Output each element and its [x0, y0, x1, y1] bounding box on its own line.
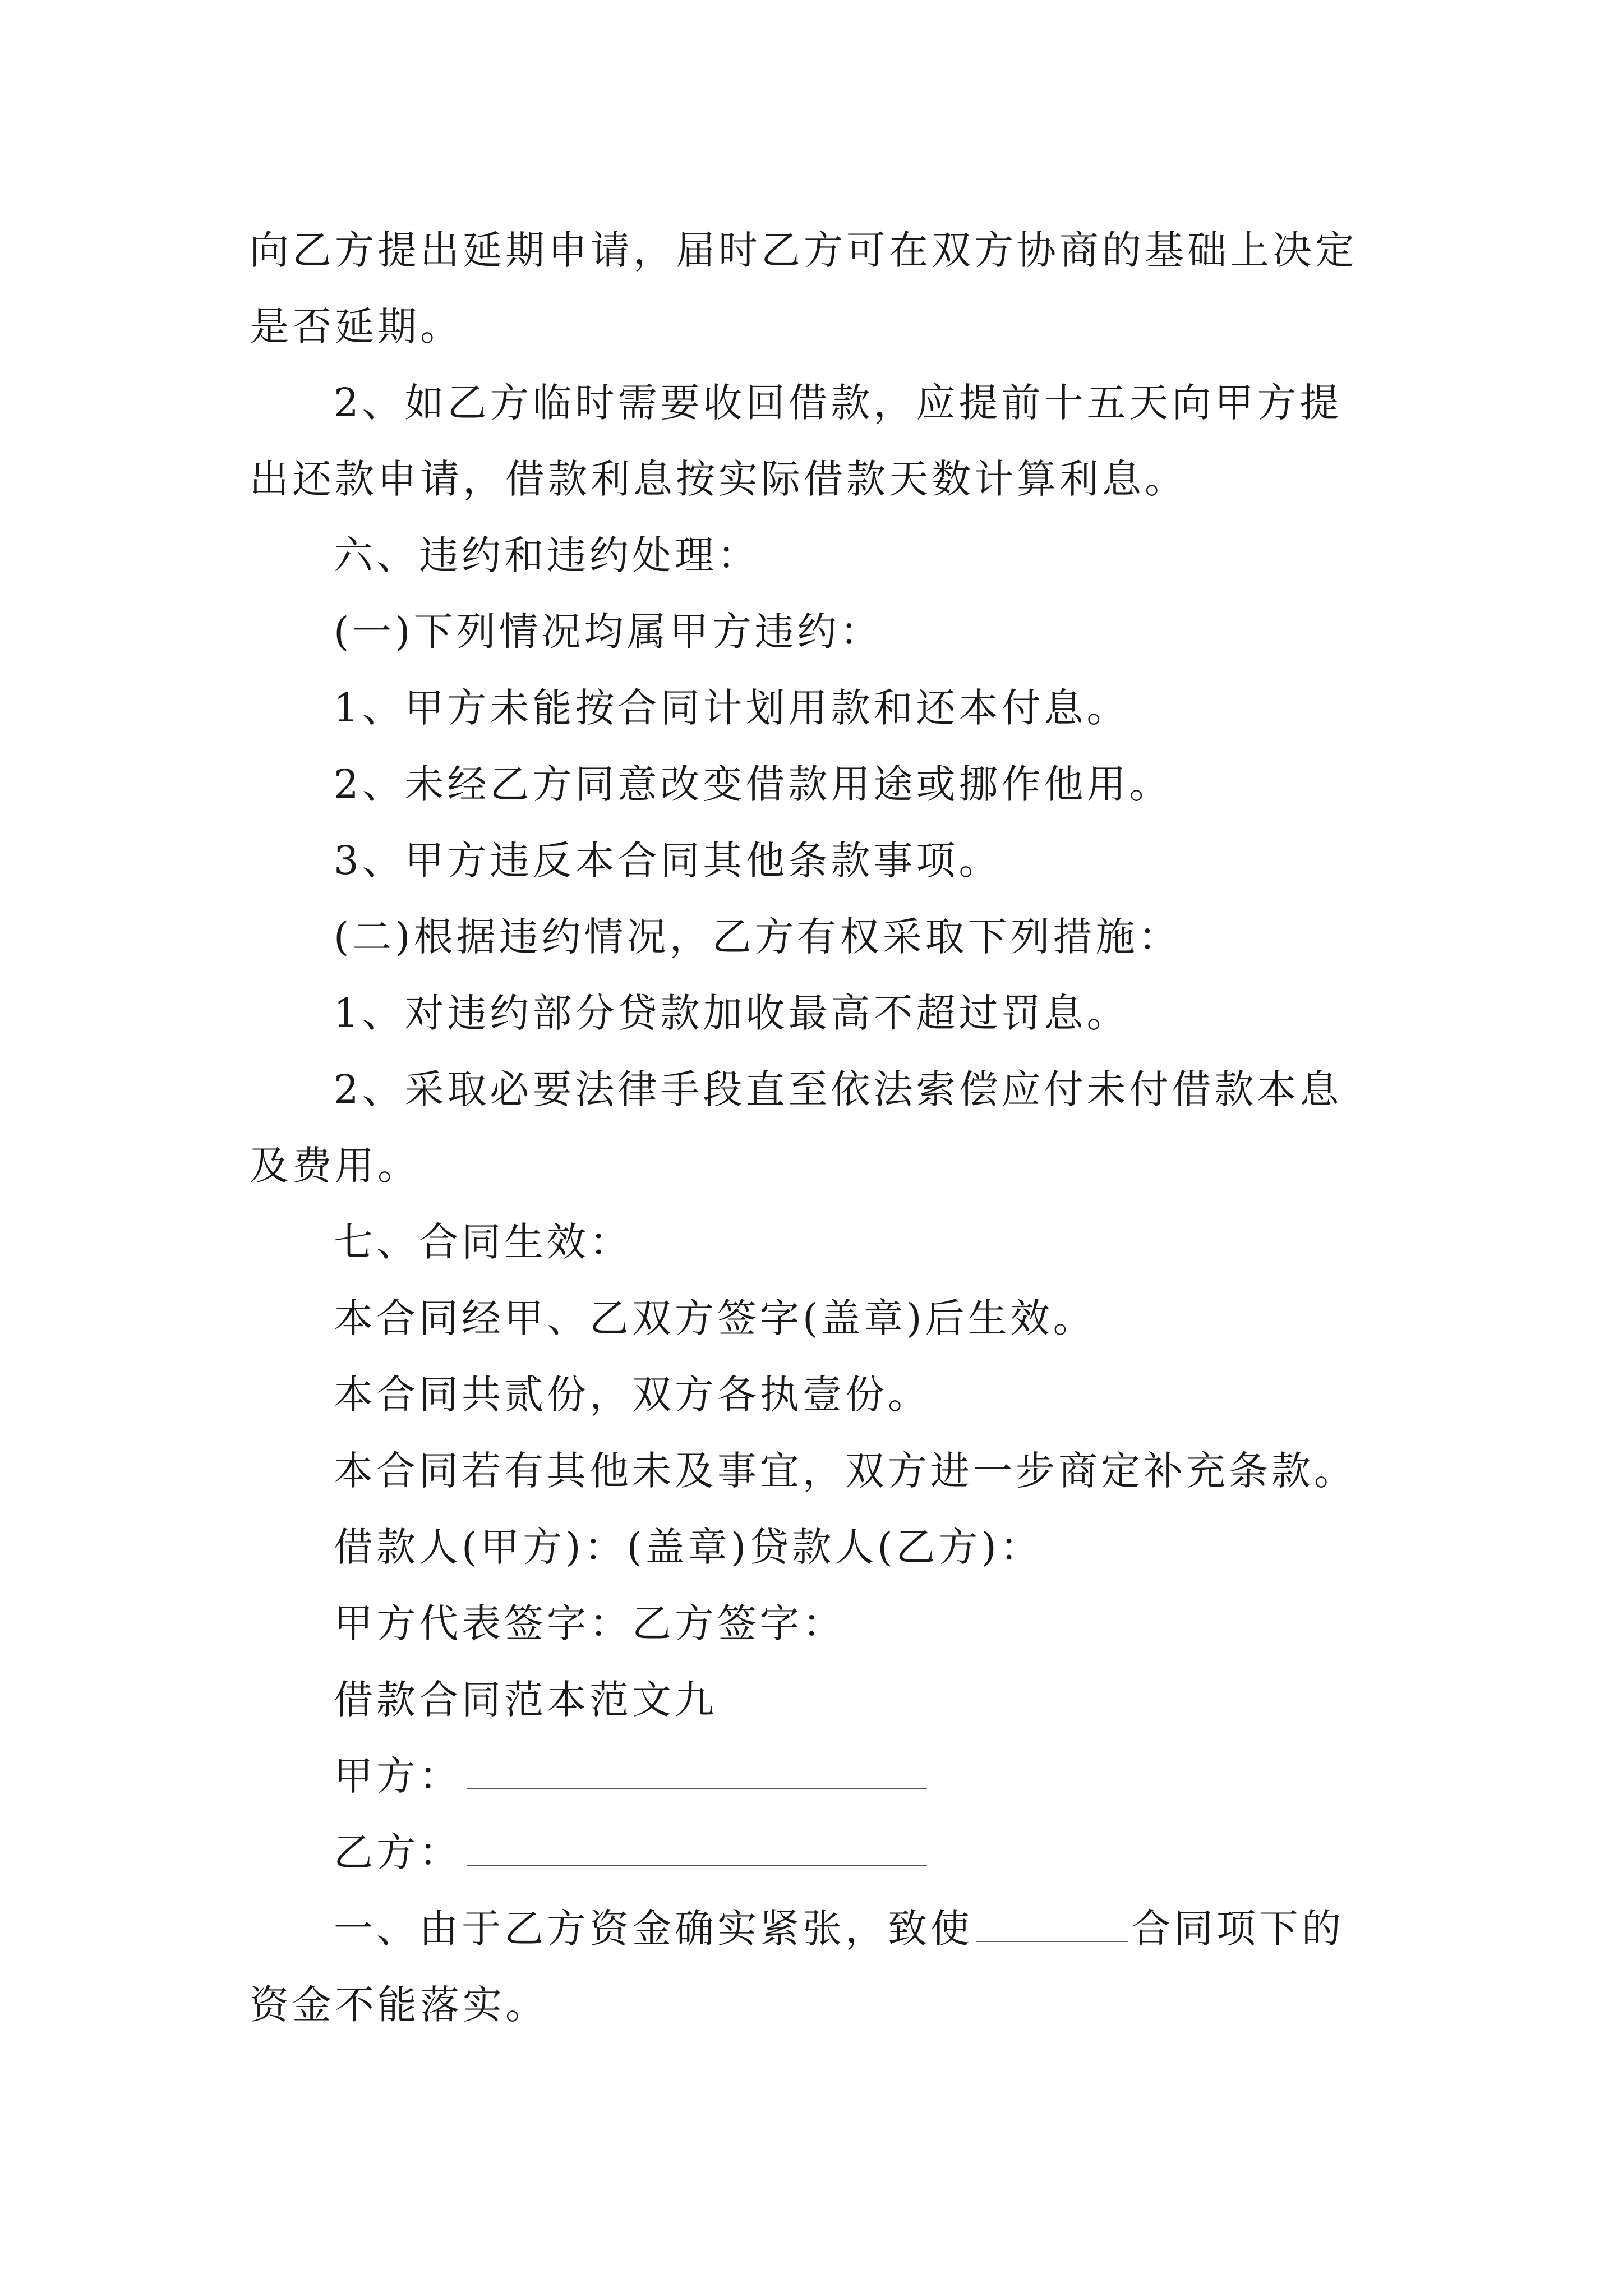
signature-line: 借款人(甲方)：(盖章)贷款人(乙方)： — [334, 1524, 1043, 1570]
list-item: 3、甲方违反本合同其他条款事项。 — [334, 838, 1002, 884]
template-title: 借款合同范本范文九 — [334, 1677, 717, 1723]
document-body — [250, 212, 1405, 2043]
party-b-label: 乙方： — [334, 1829, 462, 1875]
clause-text: 一、由于乙方资金确实紧张，致使 — [334, 1906, 973, 1952]
section-heading: 六、违约和违约处理： — [334, 532, 760, 578]
party-a-row — [250, 1738, 1405, 1814]
paragraph-line: 向乙方提出延期申请，届时乙方可在双方协商的基础上决定 — [250, 227, 1358, 273]
subsection-heading: (一)下列情况均属甲方违约： — [334, 609, 883, 655]
paragraph-line: 本合同共贰份，双方各执壹份。 — [334, 1372, 930, 1418]
paragraph-line: 本合同经甲、乙双方签字(盖章)后生效。 — [334, 1295, 1096, 1341]
paragraph-line: 资金不能落实。 — [250, 1982, 548, 2028]
list-item: 1、对违约部分贷款加收最高不超过罚息。 — [334, 990, 1129, 1036]
party-b-blank — [467, 1830, 927, 1866]
party-b-row — [250, 1814, 1405, 1890]
party-a-blank — [467, 1754, 927, 1789]
list-item: 2、采取必要法律手段直至依法索偿应付未付借款本息 — [334, 1066, 1343, 1112]
paragraph-line: 出还款申请，借款利息按实际借款天数计算利息。 — [250, 456, 1187, 502]
party-a-label: 甲方： — [334, 1753, 462, 1799]
paragraph-line: 是否延期。 — [250, 303, 463, 349]
signature-line: 甲方代表签字：乙方签字： — [334, 1600, 845, 1646]
paragraph-line: 2、如乙方临时需要收回借款，应提前十五天向甲方提 — [334, 380, 1343, 426]
subsection-heading: (二)根据违约情况，乙方有权采取下列措施： — [334, 914, 1181, 960]
contract-blank — [976, 1906, 1128, 1942]
paragraph-line: 及费用。 — [250, 1143, 420, 1189]
list-item: 1、甲方未能按合同计划用款和还本付息。 — [334, 685, 1129, 731]
section-heading: 七、合同生效： — [334, 1219, 632, 1265]
paragraph-line: 本合同若有其他未及事宜，双方进一步商定补充条款。 — [334, 1448, 1357, 1494]
list-item: 2、未经乙方同意改变借款用途或挪作他用。 — [334, 761, 1172, 807]
clause-line — [250, 1890, 1405, 1967]
clause-text: 合同项下的 — [1131, 1906, 1344, 1952]
